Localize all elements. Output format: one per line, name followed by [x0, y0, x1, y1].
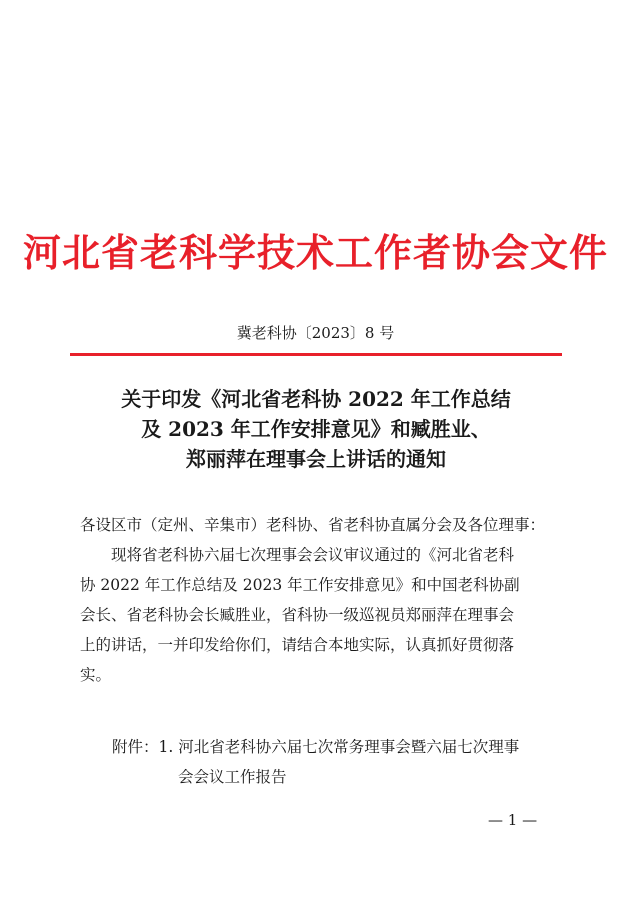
- title-line: 关于印发《河北省老科协 2022 年工作总结: [121, 387, 511, 411]
- organization-header: 河北省老科学技术工作者协会文件: [22, 230, 608, 275]
- title-line: 及 2023 年工作安排意见》和臧胜业、: [141, 417, 491, 441]
- page-number: — 1 —: [488, 811, 538, 829]
- body-line: 协 2022 年工作总结及 2023 年工作安排意见》和中国老科协副: [80, 576, 520, 594]
- body-line: 上的讲话，一并印发给你们，请结合本地实际，认真抓好贯彻落: [80, 636, 515, 654]
- attachment-item: 附件：1. 河北省老科协六届七次常务理事会暨六届七次理事: [112, 738, 520, 756]
- document-title: [70, 384, 562, 474]
- body-line: 实。: [80, 666, 112, 684]
- red-separator-line: [70, 353, 562, 356]
- attachment-list: [112, 732, 567, 792]
- body-paragraph: [80, 540, 565, 690]
- title-line: 郑丽萍在理事会上讲话的通知: [186, 447, 446, 471]
- body-line: 现将省老科协六届七次理事会会议审议通过的《河北省老科: [111, 546, 515, 564]
- body-line: 会长、省老科协会长臧胜业，省科协一级巡视员郑丽萍在理事会: [80, 606, 515, 624]
- attachment-item-continuation: 会会议工作报告: [178, 768, 287, 786]
- salutation: 各设区市（定州、辛集市）老科协、省老科协直属分会及各位理事：: [80, 516, 546, 534]
- document-number: 冀老科协〔2023〕8 号: [236, 324, 395, 342]
